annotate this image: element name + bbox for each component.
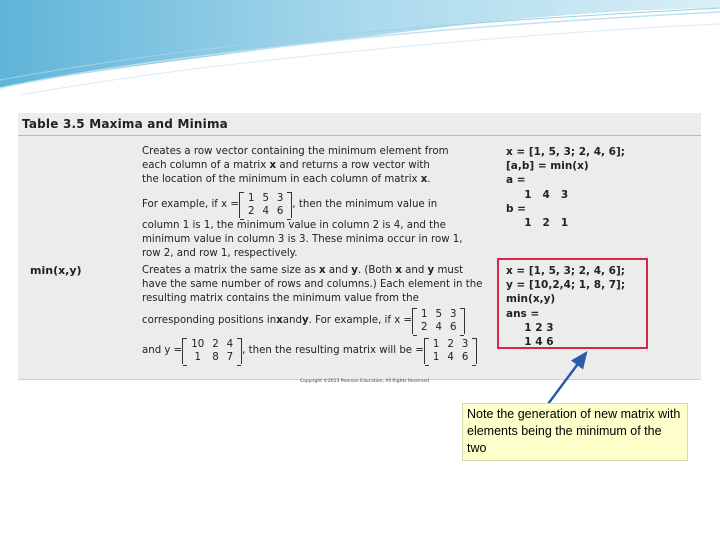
function-name: min(x,y) — [30, 264, 82, 277]
min-x-description: Creates a row vector containing the minimum element from each column of a matrix x and returns a row vector with the location of the minimum in each column of matrix x. For example, if x = 1 5 3 2 4 6 , then the minimum value in column 1 is 1, the minimum value in column 2 is 4, and the minimum value in column 3 is 3. These minima occur in row 1, row 2, and row 1, respectively. — [142, 146, 463, 259]
note-callout: Note the generation of new matrix with elements being the minimum of the two — [462, 403, 688, 461]
min-xy-description: Creates a matrix the same size as x and y. (Both x and y must have the same number of rows and columns.) Each element in the resulting matrix contains the minimum value from the corresponding positions in x and y . For example, if x = 1 5 3 2 4 6 and y = 10 2 4 1 8 7 , then the resulting matrix will be = 1 2 3 1 4 6 — [142, 265, 483, 363]
copyright-text: Copyright ©2013 Pearson Education, All Rights Reserved — [300, 379, 429, 384]
example-x-matrix: 1 5 3 2 4 6 — [239, 192, 292, 218]
code-example-min-x: x = [1, 5, 3; 2, 4, 6]; [a,b] = min(x) a = 1 4 3 b = 1 2 1 — [506, 146, 625, 230]
y-matrix: 10 2 4 1 8 7 — [182, 338, 242, 364]
table-title: Table 3.5 Maxima and Minima — [22, 117, 228, 131]
code-example-min-xy: x = [1, 5, 3; 2, 4, 6]; y = [10,2,4; 1, 8, 7]; min(x,y) ans = 1 2 3 1 4 6 — [506, 265, 626, 349]
header-wave-decoration — [0, 0, 720, 110]
table-divider — [18, 135, 701, 136]
x-matrix: 1 5 3 2 4 6 — [412, 308, 465, 334]
result-matrix: 1 2 3 1 4 6 — [424, 338, 477, 364]
highlight-box — [497, 258, 648, 349]
